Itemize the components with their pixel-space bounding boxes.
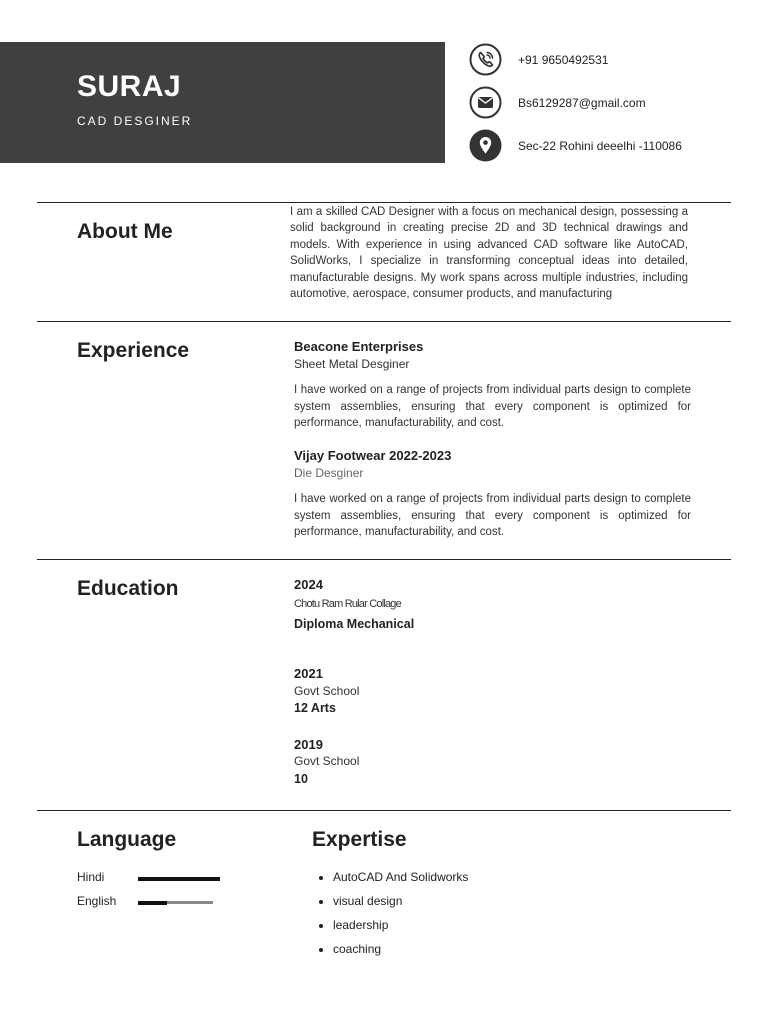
location-icon <box>469 129 502 162</box>
language-name: English <box>77 894 117 908</box>
expertise-item: • leadership <box>333 916 468 940</box>
language-title: Language <box>77 828 177 851</box>
education-school: Govt School <box>294 754 360 768</box>
contact-email-text: Bs6129287@gmail.com <box>518 95 646 110</box>
expertise-item: • visual design <box>333 892 468 916</box>
section-divider <box>37 559 731 560</box>
job-description: I have worked on a range of projects from individual parts design to complete system assemblies, ensuring that every component is optimized for performance, manufacturability, and cost. <box>294 384 691 429</box>
candidate-name: SURAJ <box>77 70 182 103</box>
expertise-list <box>318 868 468 964</box>
contact-address <box>469 129 682 162</box>
section-divider <box>37 202 731 203</box>
education-school: Chotu Ram Rular Collage <box>294 598 401 610</box>
job-role: Die Desginer <box>294 466 364 480</box>
contact-email <box>469 86 646 119</box>
language-level-bar <box>138 901 213 904</box>
job-description: I have worked on a range of projects from individual parts design to complete system assemblies, ensuring that every component is optimized for performance, manufacturability, and cost. <box>294 493 691 538</box>
education-title: Education <box>77 577 179 600</box>
language-level-bar <box>138 877 220 880</box>
contact-address-text: Sec-22 Rohini deeelhi -110086 <box>518 138 682 153</box>
experience-title: Experience <box>77 339 190 362</box>
header-banner <box>0 42 445 163</box>
candidate-role: CAD DESGINER <box>77 114 193 128</box>
expertise-title: Expertise <box>312 828 407 851</box>
about-text: I am a skilled CAD Designer with a focus on mechanical design, possessing a solid background in creating precise 2D and 3D technical drawings and models. With experience in using advanced CAD software like AutoCAD, SolidWorks, I specialize in transforming conceptual ideas into detailed, manufacturable designs. My work spans across multiple industries, including automotive, aerospace, consumer products, and manufacturing <box>290 206 688 301</box>
about-title: About Me <box>77 220 173 243</box>
section-divider <box>37 810 731 811</box>
mail-icon <box>469 86 502 119</box>
section-divider <box>37 321 731 322</box>
expertise-item: • AutoCAD And Solidworks <box>333 868 468 892</box>
job-company: Vijay Footwear 2022-2023 <box>294 448 452 463</box>
education-degree: 10 <box>294 772 308 786</box>
education-year: 2019 <box>294 737 323 752</box>
language-level-fill <box>138 901 167 905</box>
education-degree: 12 Arts <box>294 701 336 715</box>
phone-icon <box>469 43 502 76</box>
contact-phone-text: +91 9650492531 <box>518 52 609 67</box>
contact-phone <box>469 43 609 76</box>
language-name: Hindi <box>77 870 105 884</box>
expertise-item: • coaching <box>333 940 468 964</box>
language-level-fill <box>138 877 220 881</box>
education-year: 2024 <box>294 577 323 592</box>
job-role: Sheet Metal Desginer <box>294 357 410 371</box>
job-company: Beacone Enterprises <box>294 339 424 354</box>
education-degree: Diploma Mechanical <box>294 617 415 631</box>
education-school: Govt School <box>294 684 360 698</box>
education-year: 2021 <box>294 666 323 681</box>
